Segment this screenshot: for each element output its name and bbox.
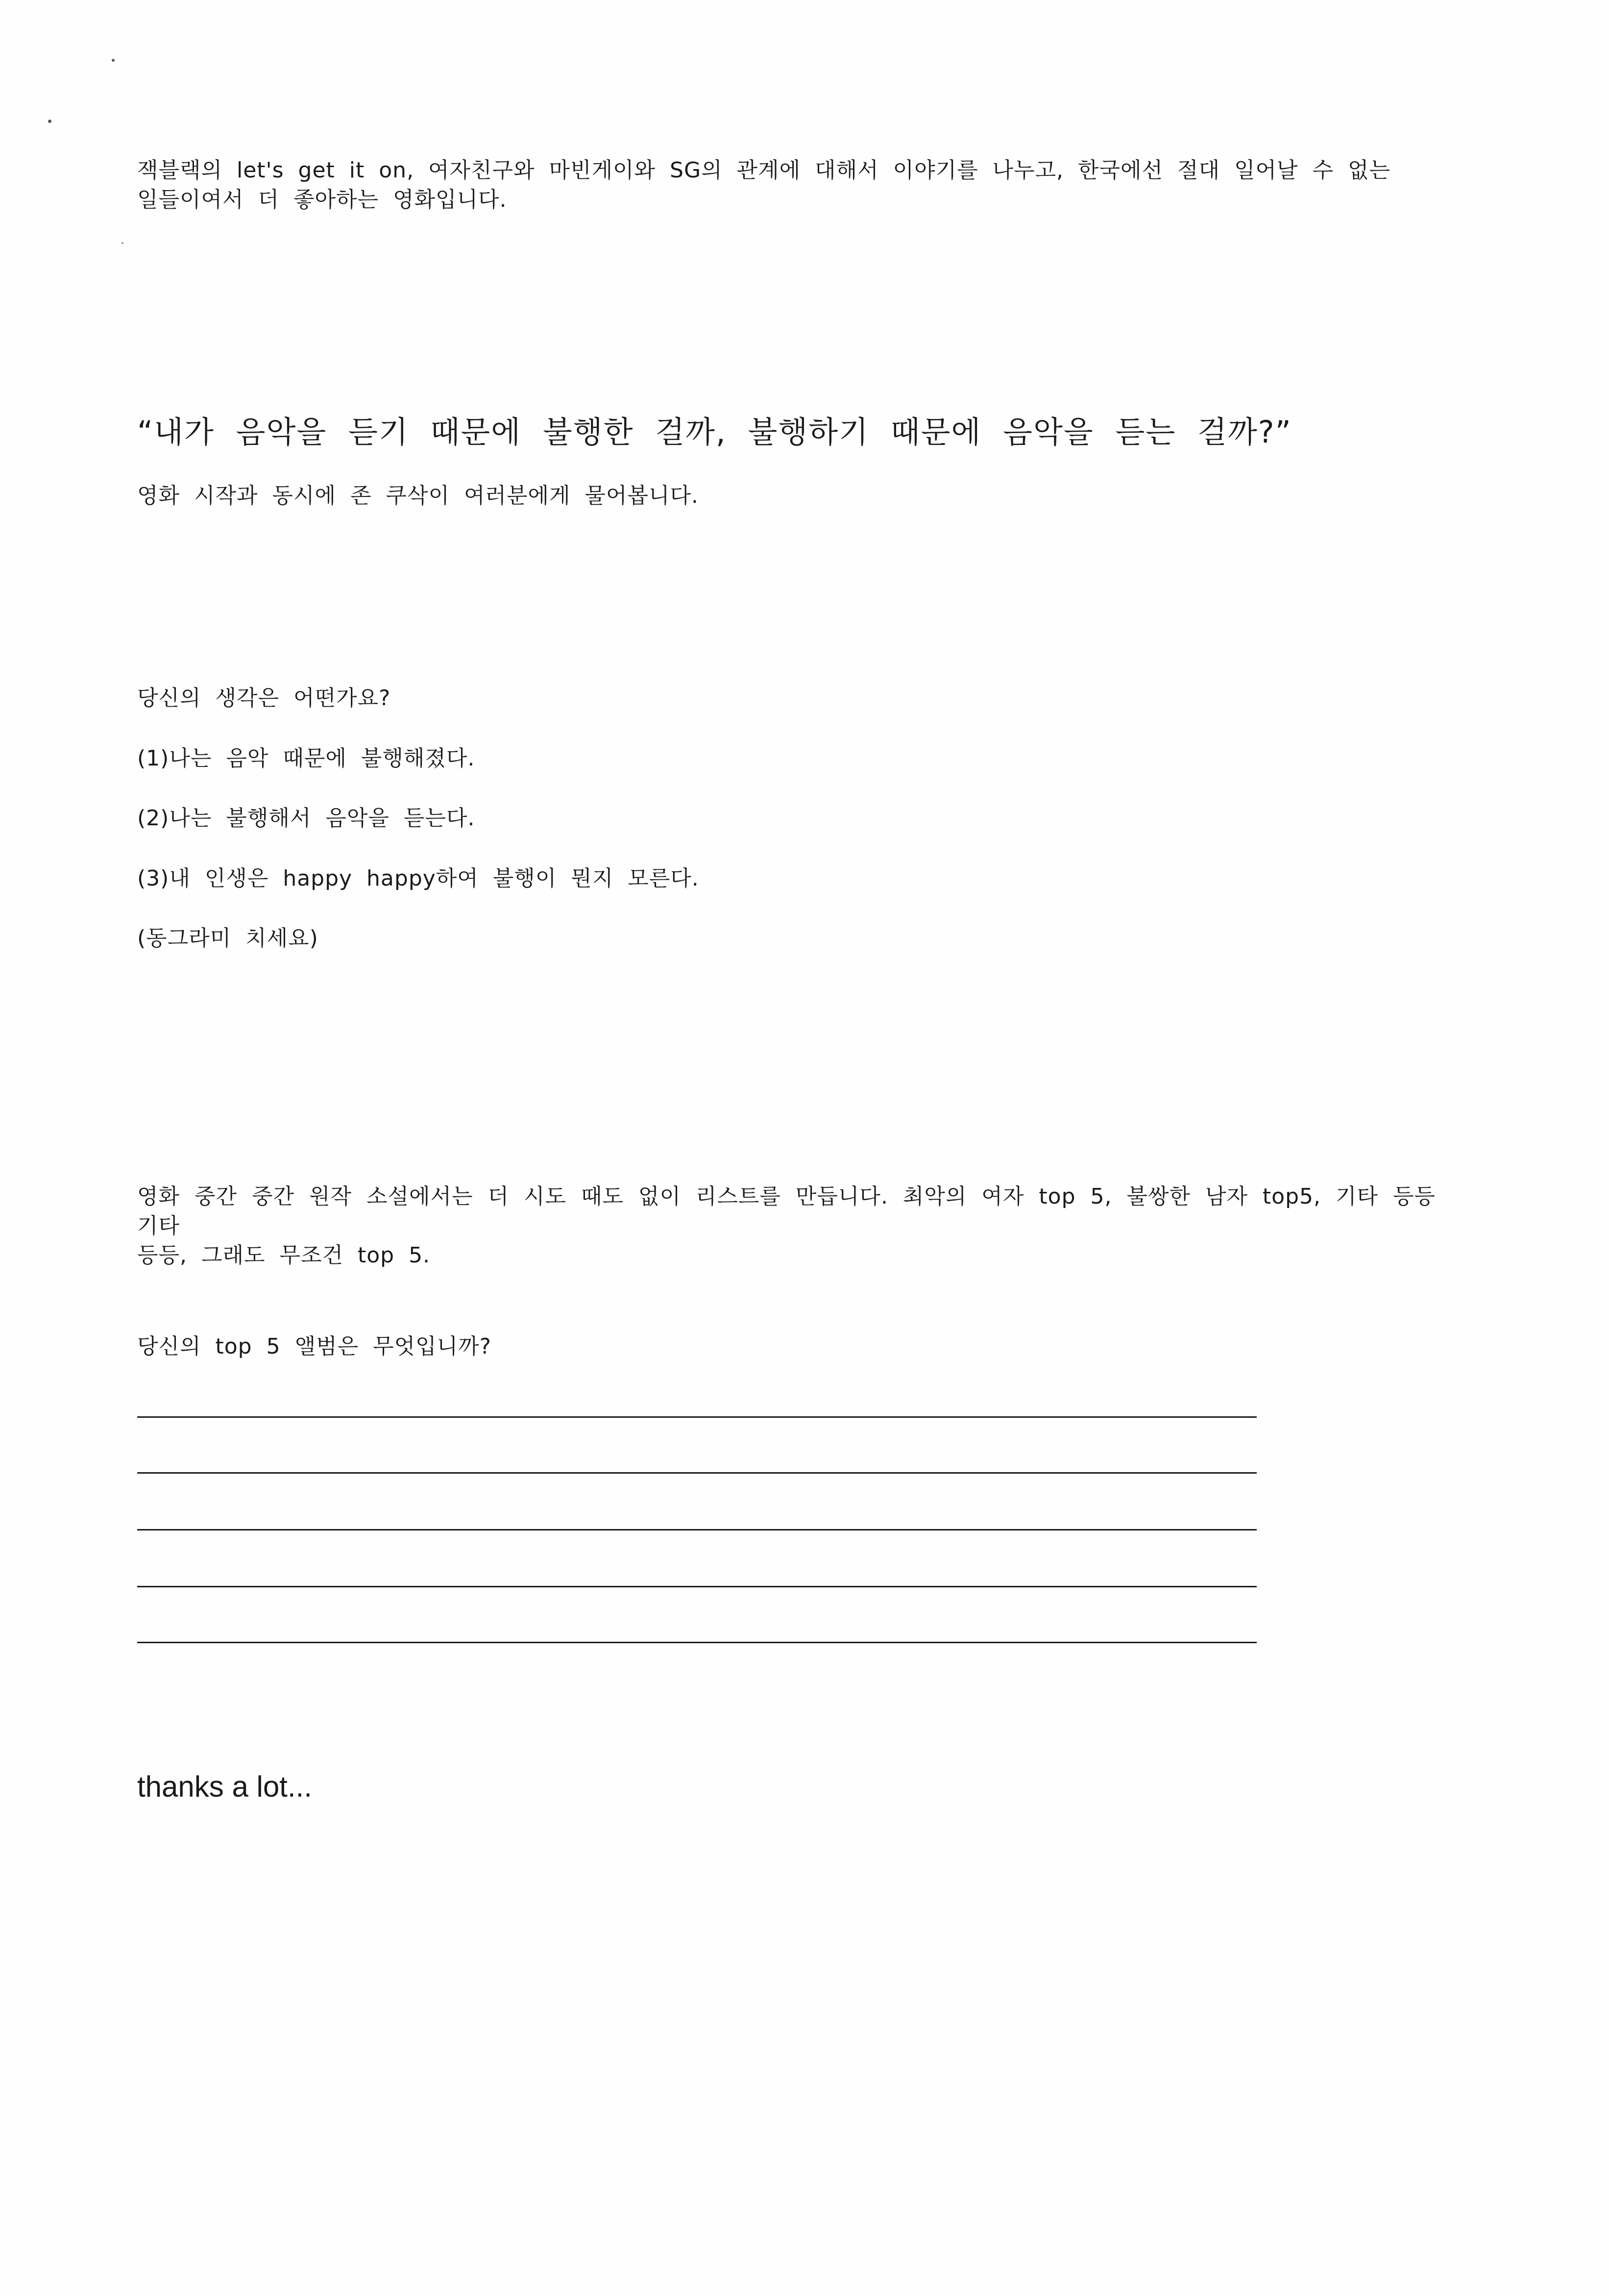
survey-option-1[interactable]: (1)나는 음악 때문에 불행해졌다.	[137, 746, 475, 771]
answer-line-5[interactable]	[137, 1642, 1257, 1643]
survey-question: 당신의 생각은 어떤가요?	[137, 686, 391, 711]
survey-hint: (동그라미 치세요)	[137, 926, 318, 951]
answer-line-2[interactable]	[137, 1472, 1257, 1474]
answer-line-3[interactable]	[137, 1529, 1257, 1531]
answer-line-4[interactable]	[137, 1586, 1257, 1587]
scan-speck	[48, 120, 51, 123]
intro-line-2: 일들이여서 더 좋아하는 영화입니다.	[137, 187, 507, 212]
answer-line-1[interactable]	[137, 1416, 1257, 1418]
closing-text: thanks a lot...	[137, 1770, 312, 1803]
survey-option-3[interactable]: (3)내 인생은 happy happy하여 불행이 뭔지 모른다.	[137, 866, 699, 891]
intro-paragraph	[137, 156, 1436, 215]
scan-speck	[122, 242, 123, 244]
quote-heading: “내가 음악을 듣기 때문에 불행한 걸까, 불행하기 때문에 음악을 듣는 걸까?”	[137, 414, 1292, 450]
scan-speck	[112, 59, 115, 62]
quote-subtitle: 영화 시작과 동시에 존 쿠삭이 여러분에게 물어봅니다.	[137, 483, 699, 508]
intro-line-1: 잭블랙의 let's get it on, 여자친구와 마빈게이와 SG의 관계에 대해서 이야기를 나누고, 한국에선 절대 일어날 수 없는	[137, 158, 1391, 183]
lists-line-2: 등등, 그래도 무조건 top 5.	[137, 1243, 431, 1268]
survey-option-2[interactable]: (2)나는 불행해서 음악을 듣는다.	[137, 806, 475, 831]
lists-paragraph	[137, 1182, 1436, 1270]
top5-question: 당신의 top 5 앨범은 무엇입니까?	[137, 1334, 491, 1359]
lists-line-1: 영화 중간 중간 원작 소설에서는 더 시도 때도 없이 리스트를 만듭니다. 최악의 여자 top 5, 불쌍한 남자 top5, 기타 등등 기타	[137, 1184, 1436, 1238]
